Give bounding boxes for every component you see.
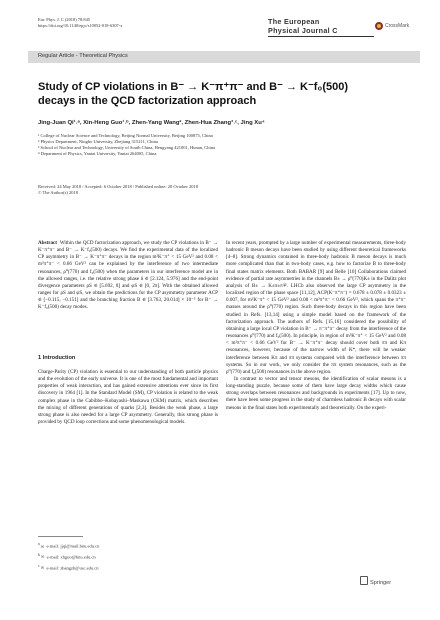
footnote-label: e-mail: (46, 543, 60, 549)
footnote-label: e-mail: (46, 565, 60, 571)
section-label: Regular Article - Theoretical Physics (38, 53, 128, 59)
abstract-label: Abstract (38, 240, 57, 246)
publisher-name: Springer (370, 580, 392, 586)
paper-title: Study of CP violations in B⁻ → K⁻π⁺π⁻ and B⁻ → K⁻f₀(500) decays in the QCD factorization approach (38, 81, 349, 107)
footnote-label: e-mail: (46, 554, 60, 560)
footnote (38, 540, 99, 551)
copyright-line: © The Author(s) 2018 (38, 189, 78, 195)
email-link[interactable]: jjqi@mail.bnu.edu.cn (60, 543, 100, 549)
dates-line: Received: 24 May 2018 / Accepted: 6 October 2018 / Published online: 20 October 2018 (38, 184, 198, 189)
springer-horse-icon (360, 576, 368, 585)
intro-paragraph: Charge-Parity (CP) violation is essential to our understanding of both particle physics and the evolution of the early universe. It is one of the most fundamental and important properties of weak interaction, and has gained extensive attentions ever since its first discovery in 1964 [1]. In the Standard Model (SM), CP violation is related to the weak complex phase in the Cabibbo–Kobayashi–Maskawa (CKM) matrix, which describes the mixing of different generations of quarks [2,3]. Besides the weak phase, a large strong phase is also needed for a large CP asymmetry. Generally, this strong phase is provided by QCD loop corrections and some phenomenological models. (38, 369, 218, 426)
citation: Eur. Phys. J. C (2018) 78:845 (38, 17, 90, 22)
footnote-rule (38, 536, 83, 537)
footnote (38, 551, 99, 562)
crossmark-badge[interactable] (375, 22, 415, 30)
journal-name-line2: Physical Journal C (268, 25, 338, 35)
footnote-marker: a (38, 542, 40, 546)
footnote (38, 562, 99, 573)
envelope-icon: ✉ (41, 554, 45, 560)
footnotes (38, 540, 99, 573)
body-paragraph: In recent years, prompted by a large number of experimental measurements, three-body hadronic B meson decays have been studied by using different theoretical frameworks [4–8]. Strong dynamics contained in three-body hadronic B meson decays is much more complicated than that in two-body cases, e.g. how to factorize B to three-body final states matrix elements. Both BABAR [9] and Belle [10] Collaborations claimed evidence of partial rate asymmetries in the channels B± → ρ⁰(770)K± in the Dalitz plot analysis of B± → K±π±π∓. LHCb also observed the large CP asymmetry in the localized region of the phase space [11,12], ACP(K⁻π⁺π⁻) = 0.678 ± 0.078 ± 0.0323 ± 0.007, for m²K⁻π⁺ < 15 GeV² and 0.08 < m²π⁺π⁻ < 0.66 GeV², which spans the π⁺π⁻ masses around the ρ⁰(770) region. Such three-body decays in this region have been studied in Refs. [13,14] using a simple model based on the framework of the factorization approach. The authors of Refs. [15,16] considered the possibility of obtaining a large local CP violation in B⁻ → π⁻π⁺π⁻ decay from the interference of the resonances ρ⁰(770) and f₀(500). In principle, in region of m²K⁻π⁺ < 15 GeV² and 0.08 < m²π⁺π⁻ < 0.66 GeV² for B⁻ → K⁻π⁺π⁻ decay should cover both ππ and Kπ resonances, however, because of the narrow width of K*, there will be weaker interference between Kπ and ππ systems compared with the interference between ππ systems. So in our work, we only consider the ππ system resonances, such as the ρ⁰(770) and f₀(500) resonances in the above region. (226, 240, 406, 375)
section-banner (28, 51, 420, 63)
email-link[interactable]: xhguo@bnu.edu.cn (60, 554, 96, 560)
envelope-icon: ✉ (40, 543, 45, 549)
footnote-marker: b (38, 552, 40, 557)
journal-logo-rule (268, 36, 374, 37)
affiliation: ¹ College of Nuclear Science and Technology, Beijing Normal University, Beijing 100875, China (38, 133, 213, 138)
section-heading-introduction: 1 Introduction (38, 355, 76, 361)
envelope-icon: ✉ (40, 565, 45, 571)
doi-link[interactable]: https://doi.org/10.1140/epjc/s10052-018-6307-x (38, 23, 123, 29)
author-list: Jing-Juan Qi¹˒ᵃ, Xin-Heng Guo¹˒ᵇ, Zhen-Yang Wang², Zhen-Hua Zhang³˒ᶜ, Jing Xu⁴ (38, 120, 265, 126)
affiliations (38, 133, 398, 157)
publication-dates (38, 184, 398, 196)
footnote-marker: c (38, 563, 40, 568)
body-paragraph: In contrast to vector and tensor mesons, the identification of scalar mesons is a long-standing puzzle, because some of them have large decay widths which cause strong overlaps between resonances and backgrounds in experiments [17]. Up to now, there have been some progress in the study of charmless hadronic B decays with scalar mesons in the final states both experimentally and theoretically. On the experi- (226, 375, 406, 411)
journal-logo (268, 18, 374, 37)
publisher-logo (360, 576, 391, 586)
journal-name-line1: The European (268, 17, 320, 26)
introduction-body (38, 369, 218, 426)
abstract (38, 240, 218, 312)
crossmark-icon (375, 22, 383, 30)
affiliation: ² Physics Department, Ningbo University, Zhejiang 315211, China (38, 139, 158, 145)
affiliation: ⁴ Department of Physics, Yantai University, Yantai 264005, China (38, 151, 157, 157)
email-link[interactable]: zhangzh@usc.edu.cn (60, 565, 99, 571)
citation-header (38, 17, 122, 29)
abstract-text: Within the QCD factorization approach, we study the CP violations in B⁻ → K⁻π⁺π⁻ and B⁻ → K⁻f₀(500) decays. We find the experimental data of the localized CP asymmetry in B⁻ → K⁻π⁺π⁻ decays in the region m²K⁻π⁺ < 15 GeV² and 0.08 < m²π⁺π⁻ < 0.66 GeV² can be explained by the interference of two intermediate resonances, ρ⁰(770) and f₀(500) when the parameters in our interference model are in the allowed ranges, i.e. the relative strong phase δ ∈ [2.124, 5.976] and the end-point divergence parameters ρS ∈ [5.692, 8] and φS ∈ [0, 2π]. With the obtained allowed ranges for ρS and φS, we obtain the predictions for the CP asymmetry parameter ACP ∈ [−0.115, −0.151] and the branching fraction B ∈ [3.763, 20.014] × 10⁻⁵ for B⁻ → K⁻f₀(500) decay modes. (38, 240, 219, 311)
affiliation: ³ School of Nuclear and Technology, University of South China, Hengyang 421001, Hunan, China (38, 145, 216, 151)
right-column (226, 240, 406, 412)
crossmark-label: CrossMark (385, 23, 410, 29)
